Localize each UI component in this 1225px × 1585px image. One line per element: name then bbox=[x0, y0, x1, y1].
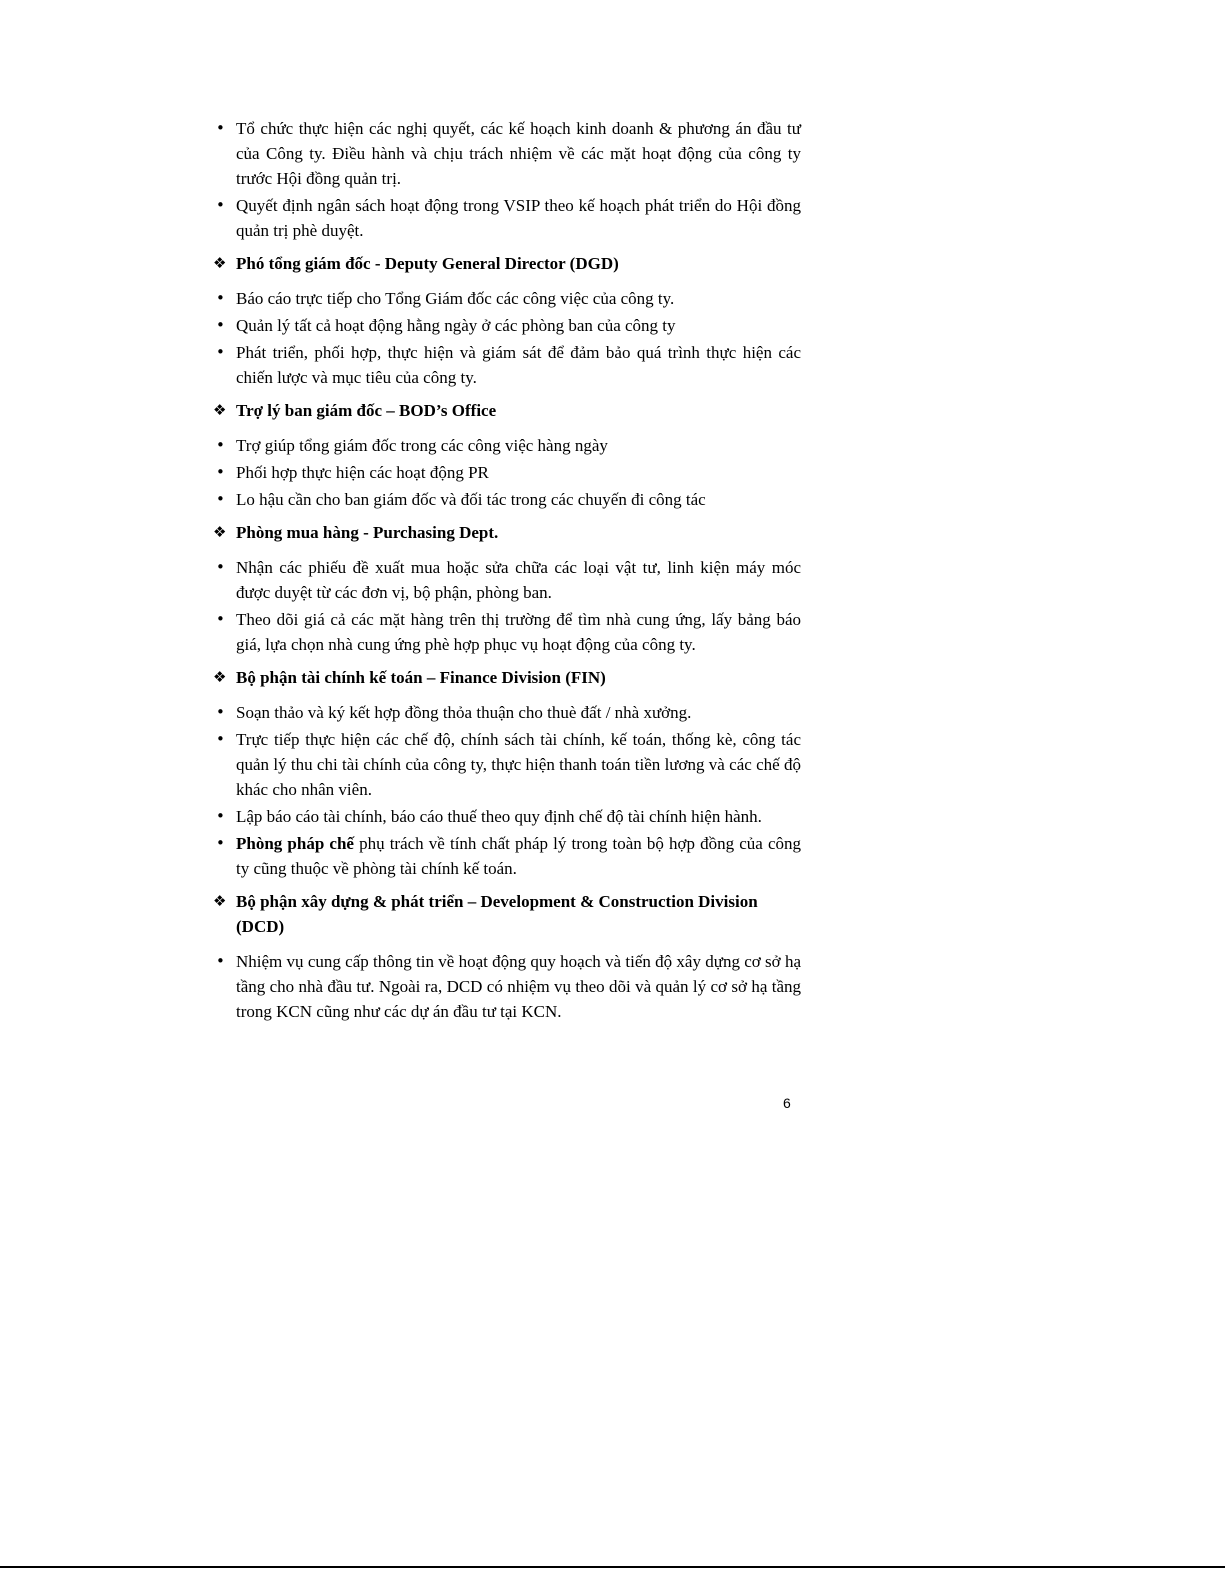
list-item: • Theo dõi giá cả các mặt hàng trên thị trường để tìm nhà cung ứng, lấy bảng báo giá, lựa chọn nhà cung ứng phè hợp phục vụ hoạt động của công ty. bbox=[213, 607, 801, 657]
list-item: • Lập báo cáo tài chính, báo cáo thuế theo quy định chế độ tài chính hiện hành. bbox=[213, 804, 801, 829]
bottom-divider bbox=[0, 1566, 1225, 1568]
list-item: • Phát triển, phối hợp, thực hiện và giám sát để đảm bảo quá trình thực hiện các chiến lược và mục tiêu của công ty. bbox=[213, 340, 801, 390]
section-heading-text: Phó tổng giám đốc - Deputy General Director (DGD) bbox=[236, 254, 619, 273]
list-item: • Nhiệm vụ cung cấp thông tin về hoạt động quy hoạch và tiến độ xây dựng cơ sở hạ tầng cho nhà đầu tư. Ngoài ra, DCD có nhiệm vụ theo dõi và quản lý cơ sở hạ tầng trong KCN cũng như các dự án đầu tư tại KCN. bbox=[213, 949, 801, 1024]
bod-office-list bbox=[213, 433, 801, 512]
section-heading-text: Trợ lý ban giám đốc – BOD’s Office bbox=[236, 401, 497, 420]
diamond-bullet-icon: ❖ bbox=[213, 254, 227, 272]
page-number: 6 bbox=[783, 1095, 791, 1111]
list-item: • Trợ giúp tổng giám đốc trong các công việc hàng ngày bbox=[213, 433, 801, 458]
list-item: • Nhận các phiếu đề xuất mua hoặc sửa chữa các loại vật tư, linh kiện máy móc được duyệt từ các đơn vị, bộ phận, phòng ban. bbox=[213, 555, 801, 605]
list-item: • Lo hậu cần cho ban giám đốc và đối tác trong các chuyến đi công tác bbox=[213, 487, 801, 512]
legal-dept-text: phụ trách về tính chất pháp lý trong toàn bộ hợp đồng của công ty cũng thuộc về phòng tài chính kế toán. bbox=[236, 834, 802, 878]
document-body bbox=[213, 116, 801, 1026]
list-item-legal bbox=[213, 831, 801, 881]
diamond-bullet-icon: ❖ bbox=[213, 523, 227, 541]
section-heading-text: Bộ phận xây dựng & phát triển – Development & Construction Division (DCD) bbox=[236, 892, 758, 936]
purchasing-list bbox=[213, 555, 801, 657]
section-heading-finance bbox=[213, 665, 801, 690]
list-item: • Quản lý tất cả hoạt động hằng ngày ở các phòng ban của công ty bbox=[213, 313, 801, 338]
section-heading-text: Bộ phận tài chính kế toán – Finance Division (FIN) bbox=[236, 668, 606, 687]
section-heading-dcd bbox=[213, 889, 801, 939]
list-item: • Trực tiếp thực hiện các chế độ, chính sách tài chính, kế toán, thống kè, công tác quản lý thu chi tài chính của công ty, thực hiện thanh toán tiền lương và các chế độ khác cho nhân viên. bbox=[213, 727, 801, 802]
diamond-bullet-icon: ❖ bbox=[213, 401, 227, 419]
dgd-list bbox=[213, 286, 801, 390]
list-item: • Phối hợp thực hiện các hoạt động PR bbox=[213, 460, 801, 485]
section-heading-dgd bbox=[213, 251, 801, 276]
section-heading-purchasing bbox=[213, 520, 801, 545]
list-item: • Báo cáo trực tiếp cho Tổng Giám đốc các công việc của công ty. bbox=[213, 286, 801, 311]
list-item: • Soạn thảo và ký kết hợp đồng thỏa thuận cho thuè đất / nhà xưởng. bbox=[213, 700, 801, 725]
diamond-bullet-icon: ❖ bbox=[213, 892, 227, 910]
section-heading-bod-office bbox=[213, 398, 801, 423]
section-heading-text: Phòng mua hàng - Purchasing Dept. bbox=[236, 523, 499, 542]
legal-dept-label: Phòng pháp chế bbox=[236, 834, 354, 853]
diamond-bullet-icon: ❖ bbox=[213, 668, 227, 686]
list-item: • Quyết định ngân sách hoạt động trong VSIP theo kế hoạch phát triển do Hội đồng quản trị phè duyệt. bbox=[213, 193, 801, 243]
finance-list bbox=[213, 700, 801, 881]
dcd-list bbox=[213, 949, 801, 1024]
list-item: • Tổ chức thực hiện các nghị quyết, các kế hoạch kinh doanh & phương án đầu tư của Công ty. Điều hành và chịu trách nhiệm về các mặt hoạt động của công ty trước Hội đồng quản trị. bbox=[213, 116, 801, 191]
intro-list bbox=[213, 116, 801, 243]
